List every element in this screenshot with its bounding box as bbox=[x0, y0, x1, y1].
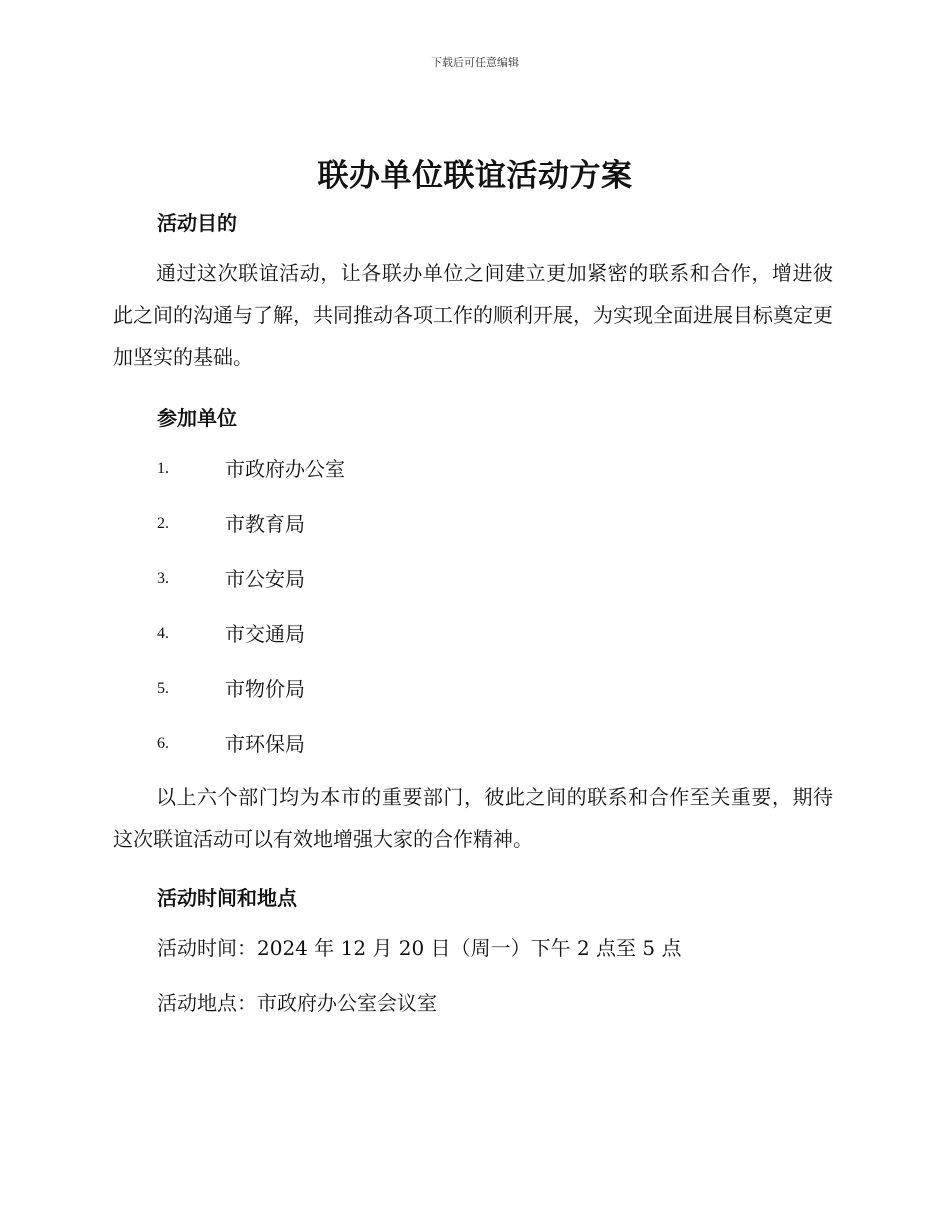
list-item bbox=[157, 448, 345, 503]
list-item-number: 2. bbox=[157, 515, 169, 532]
list-item-label: 市公安局 bbox=[225, 567, 305, 591]
list-item-label: 市教育局 bbox=[225, 512, 305, 536]
list-item bbox=[157, 668, 345, 723]
participants-list bbox=[157, 448, 345, 778]
document-title: 联办单位联谊活动方案 bbox=[317, 158, 633, 194]
event-time: 活动时间：2024 年 12 月 20 日（周一）下午 2 点至 5 点 bbox=[157, 936, 682, 960]
list-item-label: 市交通局 bbox=[225, 622, 305, 646]
list-item-label: 市环保局 bbox=[225, 732, 305, 756]
event-place: 活动地点：市政府办公室会议室 bbox=[157, 991, 437, 1015]
section-heading-purpose: 活动目的 bbox=[157, 211, 237, 235]
list-item bbox=[157, 723, 345, 778]
section-heading-participants: 参加单位 bbox=[157, 406, 237, 430]
header-note: 下载后可任意编辑 bbox=[431, 56, 519, 69]
list-item bbox=[157, 503, 345, 558]
list-item-label: 市政府办公室 bbox=[225, 457, 345, 481]
list-item bbox=[157, 558, 345, 613]
section-heading-time-place: 活动时间和地点 bbox=[157, 886, 297, 910]
list-item-label: 市物价局 bbox=[225, 677, 305, 701]
purpose-paragraph: 通过这次联谊活动，让各联办单位之间建立更加紧密的联系和合作，增进彼此之间的沟通与了解，共同推动各项工作的顺利开展，为实现全面进展目标奠定更加坚实的基础。 bbox=[113, 261, 833, 369]
list-item bbox=[157, 613, 345, 668]
list-item-number: 1. bbox=[157, 460, 169, 477]
list-item-number: 3. bbox=[157, 570, 169, 587]
participants-summary: 以上六个部门均为本市的重要部门，彼此之间的联系和合作至关重要，期待这次联谊活动可以有效地增强大家的合作精神。 bbox=[113, 785, 833, 851]
list-item-number: 4. bbox=[157, 625, 169, 642]
list-item-number: 5. bbox=[157, 680, 169, 697]
list-item-number: 6. bbox=[157, 735, 169, 752]
